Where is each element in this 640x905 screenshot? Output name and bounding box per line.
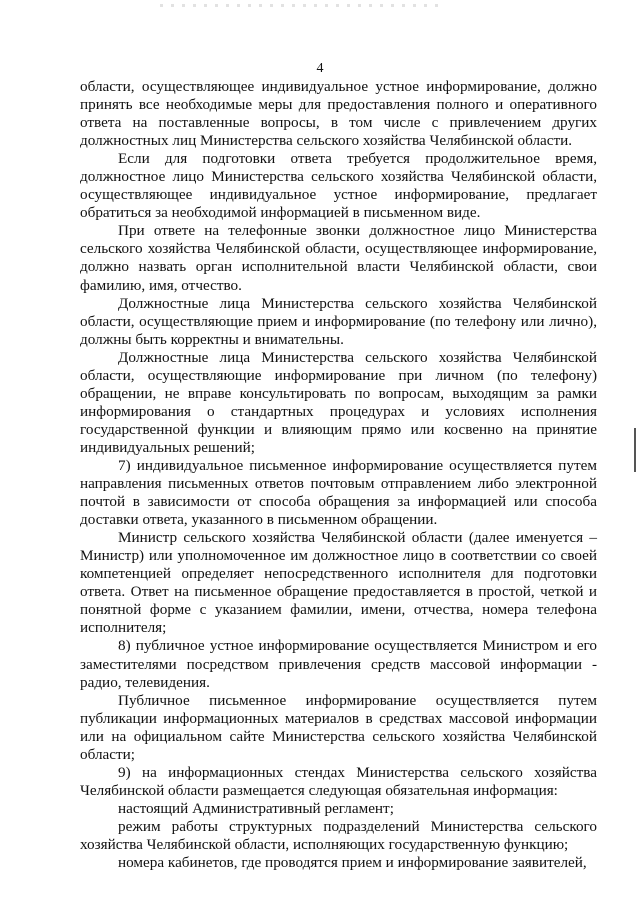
- paragraph-8: 8) публичное устное информирование осуществляется Министром и его заместителями посредством привлечения средств массовой информации - радио, телевидения.: [80, 637, 597, 691]
- scan-artifact-right: [634, 428, 636, 472]
- paragraph-2: Если для подготовки ответа требуется продолжительное время, должностное лицо Министерства сельского хозяйства Челябинской области, осуществляющее индивидуальное устное информирование, предлагает обратиться за необходимой информацией в письменном виде.: [80, 150, 597, 222]
- page-number: 4: [316, 61, 324, 76]
- paragraph-12: режим работы структурных подразделений Министерства сельского хозяйства Челябинской области, исполняющих государственную функцию;: [80, 817, 597, 853]
- paragraph-3: При ответе на телефонные звонки должностное лицо Министерства сельского хозяйства Челябинской области, осуществляющее информирование, должно назвать орган исполнительной власти Челябинской области, свои фамилию, имя, отчество.: [80, 222, 597, 294]
- scan-artifact-top: [160, 4, 440, 7]
- paragraph-10: 9) на информационных стендах Министерства сельского хозяйства Челябинской области размещается следующая обязательная информация:: [80, 763, 597, 799]
- body-text: [80, 78, 597, 872]
- paragraph-5: Должностные лица Министерства сельского хозяйства Челябинской области, осуществляющие информирование при личном (по телефону) обращении, не вправе консультировать по вопросам, выходящим за рамки информирования о стандартных процедурах и условиях исполнения государственной функции и влияющим прямо или косвенно на принятие индивидуальных решений;: [80, 348, 597, 456]
- paragraph-11: настоящий Административный регламент;: [118, 799, 394, 817]
- paragraph-4: Должностные лица Министерства сельского хозяйства Челябинской области, осуществляющие прием и информирование (по телефону или лично), должны быть корректны и внимательны.: [80, 294, 597, 348]
- paragraph-6: 7) индивидуальное письменное информирование осуществляется путем направления письменных ответов почтовым отправлением либо электронной почтой в зависимости от способа обращения за информацией или способа доставки ответа, указанного в письменном обращении.: [80, 456, 597, 529]
- paragraph-7: Министр сельского хозяйства Челябинской области (далее именуется – Министр) или уполномоченное им должностное лицо в соответствии со своей компетенцией определяет непосредственного исполнителя для подготовки ответа. Ответ на письменное обращение предоставляется в простой, четкой и понятной форме с указанием фамилии, имени, отчества, номера телефона исполнителя;: [80, 529, 597, 637]
- paragraph-13: номера кабинетов, где проводятся прием и информирование заявителей,: [118, 854, 587, 872]
- paragraph-9: Публичное письменное информирование осуществляется путем публикации информационных материалов в средствах массовой информации или на официальном сайте Министерства сельского хозяйства Челябинской области;: [80, 691, 597, 763]
- paragraph-1: области, осуществляющее индивидуальное устное информирование, должно принять все необходимые меры для предоставления полного и оперативного ответа на поставленные вопросы, в том числе с привлечением других должностных лиц Министерства сельского хозяйства Челябинской области.: [80, 78, 597, 150]
